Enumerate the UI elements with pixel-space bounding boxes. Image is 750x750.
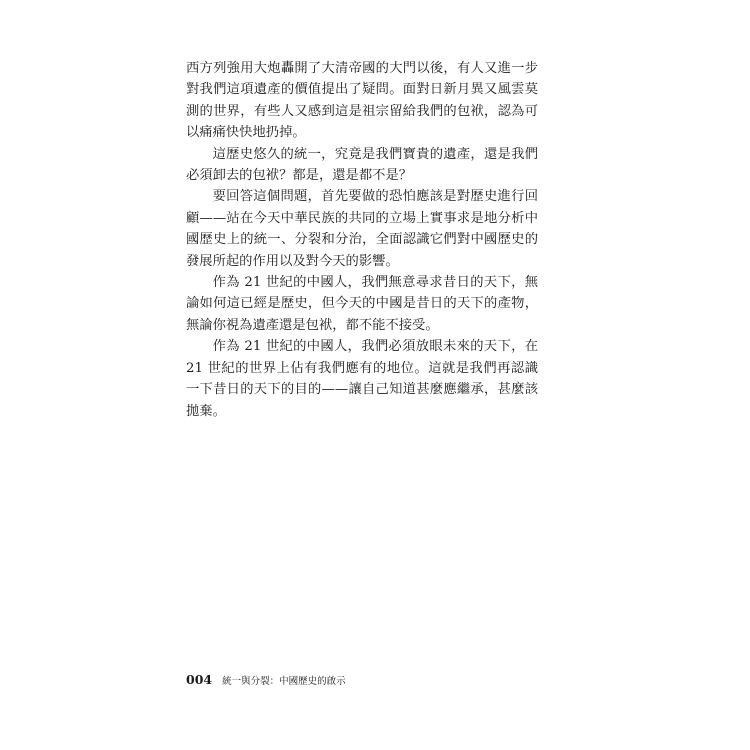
paragraph: 作為 21 世紀的中國人，我們必須放眼未來的天下，在 21 世紀的世界上佔有我們應有的地位。這就是我們再認識一下昔日的天下的目的——讓自己知道甚麼應繼承，甚麼該拋棄。 (186, 339, 538, 419)
paragraph-continued: 西方列強用大炮轟開了大清帝國的大門以後，有人又進一步對我們這項遺產的價值提出了疑問。面對日新月異又風雲莫測的世界，有些人又感到這是祖宗留給我們的包袱，認為可以痛痛快快地扔掉。 (186, 61, 538, 141)
paragraph: 要回答這個問題，首先要做的恐怕應該是對歷史進行回顧——站在今天中華民族的共同的立場上實事求是地分析中國歷史上的統一、分裂和分治，全面認識它們對中國歷史的發展所起的作用以及對今天的影響。 (186, 189, 538, 269)
page-footer (186, 672, 346, 687)
running-title: 統一與分裂：中國歷史的啟示 (222, 676, 346, 687)
paragraph: 這歷史悠久的統一，究竟是我們寶貴的遺產，還是我們必須卸去的包袱？都是，還是都不是？ (186, 146, 538, 184)
page-number: 004 (186, 672, 213, 687)
body-text (186, 58, 538, 422)
paragraph: 作為 21 世紀的中國人，我們無意尋求昔日的天下，無論如何這已經是歷史，但今天的中國是昔日的天下的產物，無論你視為遺產還是包袱，都不能不接受。 (186, 275, 538, 333)
